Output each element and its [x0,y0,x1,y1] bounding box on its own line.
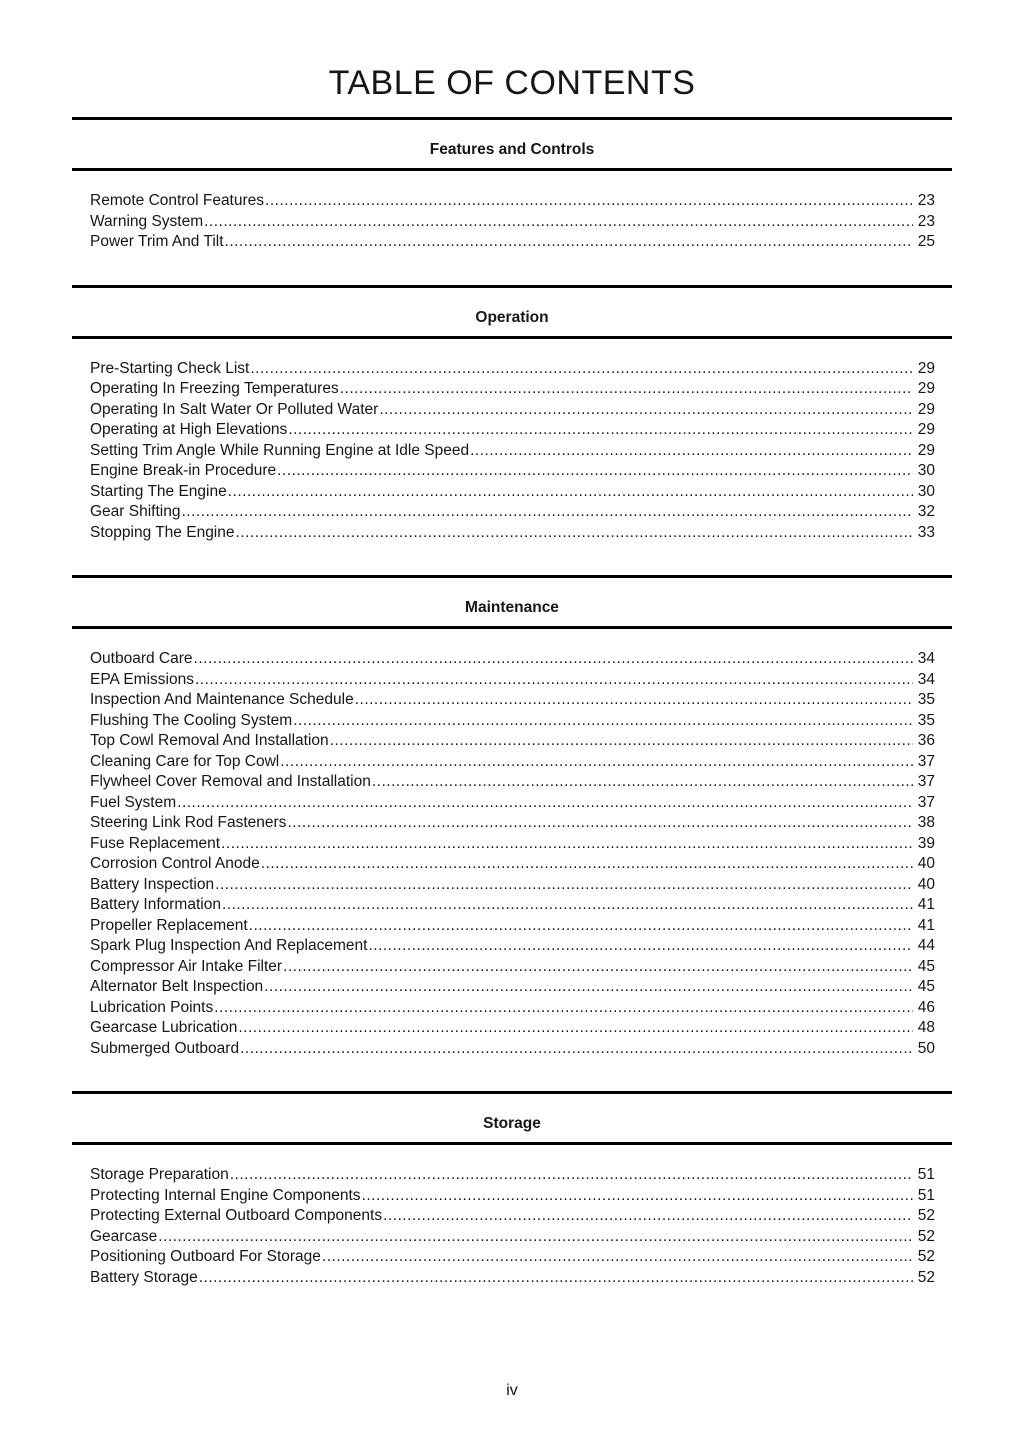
toc-entry-label: Gearcase Lubrication [90,1019,238,1036]
toc-entry-label: Inspection And Maintenance Schedule [90,691,354,708]
toc-entry [90,1227,935,1248]
toc-entry [90,957,935,978]
toc-entry [90,670,935,691]
dot-leader [283,957,913,978]
toc-entry-page: 29 [917,380,935,397]
page-title: TABLE OF CONTENTS [328,64,696,102]
dot-leader [372,772,913,793]
toc-entry [90,834,935,855]
toc-entry [90,379,935,400]
toc-entry [90,212,935,233]
toc-entry [90,772,935,793]
toc-section [72,117,952,253]
toc-entry-label: Flushing The Cooling System [90,711,293,729]
toc-entry [90,895,935,916]
dot-leader [222,895,913,916]
dot-leader [264,977,913,998]
toc-entry-page: 45 [917,957,935,975]
dot-leader [379,400,912,421]
dot-leader [240,1039,913,1060]
dot-leader [265,191,913,212]
dot-leader [194,649,913,670]
toc-entry [90,482,935,503]
toc-entry-page: 52 [917,1227,935,1245]
toc-entry [90,420,935,441]
toc-entry-label: Corrosion Control Anode [90,855,260,872]
toc-entry-label: Operating In Freezing Temperatures [90,380,339,397]
dot-leader [181,502,912,523]
dot-leader [199,1268,913,1289]
section-entries [72,1165,952,1288]
dot-leader [383,1206,913,1227]
toc-entry-label: Remote Control Features [90,192,265,209]
toc-entry-label: EPA Emissions [90,670,194,688]
section-divider-top [72,285,952,288]
toc-entry-label: Battery Information [90,896,221,913]
section-header: Storage [483,1115,541,1132]
toc-entry [90,854,935,875]
toc-entry [90,1186,935,1207]
dot-leader [322,1247,913,1268]
dot-leader [215,875,913,896]
toc-entry [90,400,935,421]
toc-entry [90,813,935,834]
toc-entry-page: 34 [917,670,935,688]
section-divider-bottom [72,168,952,171]
dot-leader [355,690,913,711]
toc-entry-label: Steering Link Rod Fasteners [90,814,287,831]
toc-entry-label: Power Trim And Tilt [90,233,224,250]
dot-leader [288,420,912,441]
toc-entry-page: 29 [917,400,935,418]
dot-leader [158,1227,913,1248]
page-number-footer: iv [506,1382,518,1399]
toc-entry-page: 52 [917,1268,935,1286]
toc-entry [90,1268,935,1289]
toc-entry-page: 35 [917,691,935,708]
toc-entry-label: Operating at High Elevations [90,421,288,438]
dot-leader [287,813,912,834]
toc-entry [90,191,935,212]
dot-leader [250,359,912,380]
toc-entry [90,441,935,462]
section-divider-top [72,575,952,578]
toc-entry-page: 37 [917,773,935,790]
dot-leader [238,1018,912,1039]
toc-entry-page: 35 [917,711,935,729]
toc-entry-page: 23 [917,192,935,209]
toc-entry-page: 29 [917,441,935,459]
toc-entry-label: Engine Break-in Procedure [90,462,277,479]
toc-entry-page: 52 [917,1248,935,1265]
toc-entry-label: Outboard Care [90,650,193,667]
toc-entry-label: Gear Shifting [90,503,181,520]
toc-entry [90,875,935,896]
toc-entry [90,1206,935,1227]
toc-entry-label: Fuel System [90,793,177,811]
toc-entry-label: Positioning Outboard For Storage [90,1248,321,1265]
section-divider-bottom [72,626,952,629]
dot-leader [277,461,913,482]
toc-entry-label: Stopping The Engine [90,523,235,541]
toc-entry-label: Gearcase [90,1227,158,1245]
toc-entry-page: 39 [917,834,935,852]
dot-leader [261,854,913,875]
toc-entry [90,1247,935,1268]
toc-entry [90,977,935,998]
toc-entry [90,523,935,544]
toc-entry-label: Battery Inspection [90,875,215,893]
dot-leader [362,1186,913,1207]
toc-entry [90,502,935,523]
toc-entry [90,359,935,380]
toc-entry-label: Setting Trim Angle While Running Engine at Idle Speed [90,441,470,459]
toc-entry-page: 51 [917,1186,935,1204]
section-divider-bottom [72,1142,952,1145]
toc-entry-label: Submerged Outboard [90,1039,240,1057]
toc-entry [90,1165,935,1186]
toc-entry-page: 41 [917,916,935,934]
dot-leader [195,670,913,691]
toc-entry [90,731,935,752]
toc-entry-label: Protecting External Outboard Components [90,1207,383,1224]
toc-entry [90,649,935,670]
toc-entry [90,232,935,253]
toc-entry-label: Compressor Air Intake Filter [90,957,283,975]
toc-entry-label: Spark Plug Inspection And Replacement [90,937,368,954]
toc-entry-page: 29 [917,421,935,438]
toc-entry-page: 48 [917,1019,935,1036]
toc-entry-label: Flywheel Cover Removal and Installation [90,773,371,790]
toc-sections [72,117,952,1288]
section-divider-top [72,117,952,120]
toc-entry-label: Alternator Belt Inspection [90,978,264,995]
toc-entry-page: 46 [917,998,935,1016]
section-header: Features and Controls [429,141,595,158]
toc-entry [90,936,935,957]
toc-entry-page: 40 [917,855,935,872]
toc-entry-page: 51 [917,1166,935,1183]
toc-entry-page: 36 [917,732,935,749]
toc-entry [90,1039,935,1060]
dot-leader [225,232,913,253]
toc-entry [90,793,935,814]
dot-leader [470,441,913,462]
dot-leader [330,731,913,752]
dot-leader [280,752,912,773]
toc-entry-label: Starting The Engine [90,482,227,500]
toc-entry-label: Battery Storage [90,1268,198,1286]
dot-leader [236,523,913,544]
toc-entry-label: Propeller Replacement [90,916,248,934]
toc-entry [90,1018,935,1039]
toc-entry-label: Cleaning Care for Top Cowl [90,752,280,770]
section-divider-top [72,1091,952,1094]
dot-leader [221,834,913,855]
toc-entry [90,998,935,1019]
dot-leader [368,936,912,957]
toc-entry-label: Operating In Salt Water Or Polluted Water [90,400,379,418]
section-divider-bottom [72,336,952,339]
toc-entry-label: Warning System [90,212,204,230]
dot-leader [230,1165,913,1186]
toc-section [72,1091,952,1288]
section-entries [72,359,952,544]
toc-entry-label: Lubrication Points [90,998,214,1016]
dot-leader [249,916,913,937]
toc-entry [90,916,935,937]
toc-entry-page: 41 [917,896,935,913]
dot-leader [214,998,913,1019]
toc-entry-page: 52 [917,1207,935,1224]
toc-entry-label: Top Cowl Removal And Installation [90,732,329,749]
toc-entry-page: 32 [917,503,935,520]
toc-entry-page: 30 [917,482,935,500]
toc-entry-label: Protecting Internal Engine Components [90,1186,361,1204]
section-entries [72,649,952,1059]
toc-entry-page: 25 [917,233,935,250]
toc-entry-label: Pre-Starting Check List [90,359,250,377]
toc-entry [90,690,935,711]
dot-leader [293,711,913,732]
toc-section [72,285,952,544]
toc-entry-label: Storage Preparation [90,1166,229,1183]
toc-entry-page: 38 [917,814,935,831]
dot-leader [340,379,913,400]
toc-entry-page: 30 [917,462,935,479]
toc-entry [90,461,935,482]
toc-entry [90,711,935,732]
dot-leader [204,212,913,233]
toc-section [72,575,952,1059]
section-header: Operation [475,308,549,326]
toc-entry-page: 33 [917,523,935,541]
section-entries [72,191,952,253]
dot-leader [228,482,913,503]
toc-entry-page: 40 [917,875,935,893]
toc-entry-page: 37 [917,793,935,811]
toc-entry-page: 37 [917,752,935,770]
toc-entry-label: Fuse Replacement [90,834,221,852]
toc-entry-page: 29 [917,359,935,377]
dot-leader [177,793,913,814]
toc-entry-page: 50 [917,1039,935,1057]
toc-entry-page: 34 [917,650,935,667]
toc-entry-page: 23 [917,212,935,230]
toc-entry-page: 45 [917,978,935,995]
toc-entry [90,752,935,773]
toc-entry-page: 44 [917,937,935,954]
section-header: Maintenance [465,599,559,616]
